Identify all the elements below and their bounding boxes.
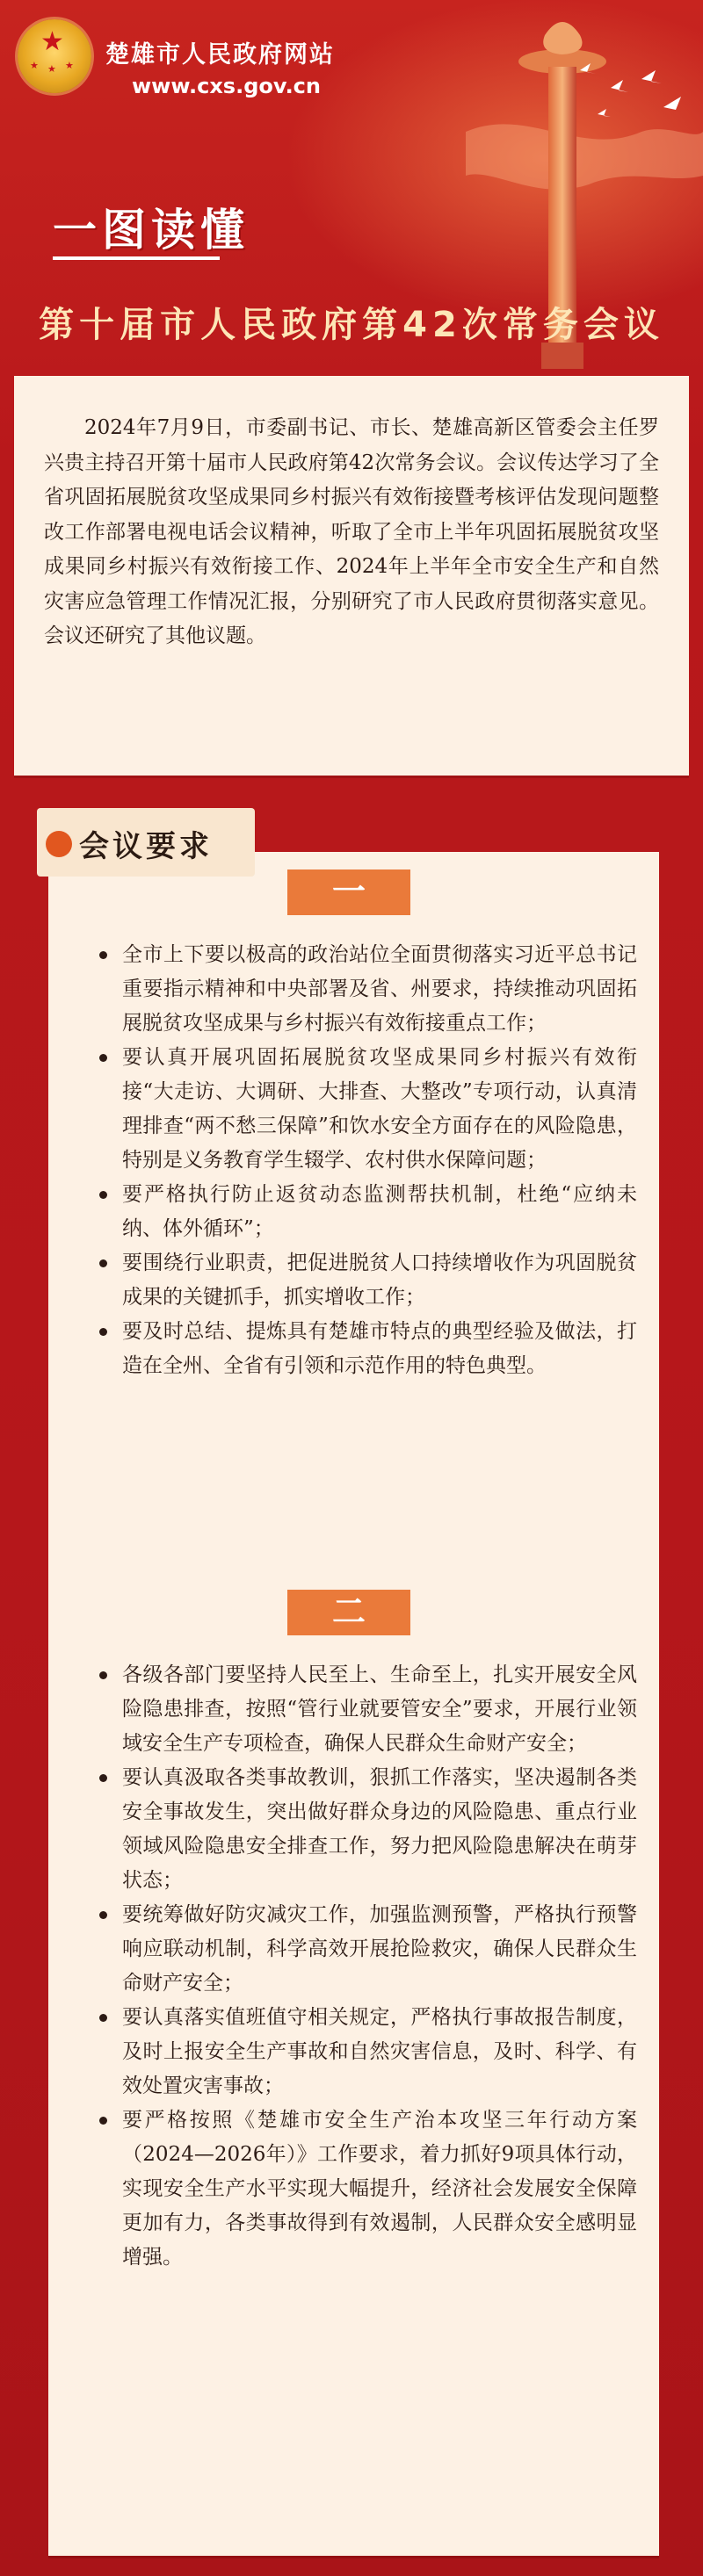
list-item: 要认真落实值班值守相关规定，严格执行事故报告制度，及时上报安全生产事故和自然灾害信息，及时、科学、有效处置灾害事故； (92, 2001, 637, 2103)
large-star-icon: ★ (40, 26, 64, 57)
list-item: 各级各部门要坚持人民至上、生命至上，扎实开展安全风险隐患排查，按照“管行业就要管安全”要求，开展行业领域安全生产专项检查，确保人民群众生命财产安全； (92, 1658, 637, 1761)
list-item: 要认真开展巩固拓展脱贫攻坚成果同乡村振兴有效衔接“大走访、大调研、大排查、大整改”专项行动，认真清理排查“两不愁三保障”和饮水安全方面存在的风险隐患，特别是义务教育学生辍学、农村供水保障问题； (92, 1041, 637, 1178)
list-item: 要统筹做好防灾减灾工作，加强监测预警，严格执行预警响应联动机制，科学高效开展抢险救灾，确保人民群众生命财产安全； (92, 1898, 637, 2001)
small-star-icon: ★ (65, 60, 74, 71)
list-item: 要严格执行防止返贫动态监测帮扶机制，杜绝“应纳未纳、体外循环”； (92, 1178, 637, 1246)
orange-dot-icon (46, 831, 72, 857)
list-item: 要及时总结、提炼具有楚雄市特点的典型经验及做法，打造在全州、全省有引领和示范作用的特色典型。 (92, 1315, 637, 1383)
part-one-list (92, 938, 637, 1383)
part-two-badge: 二 (287, 1590, 410, 1635)
site-url[interactable]: www.cxs.gov.cn (132, 74, 321, 98)
list-item: 全市上下要以极高的政治站位全面贯彻落实习近平总书记重要指示精神和中央部署及省、州要求，持续推动巩固拓展脱贫攻坚成果与乡村振兴有效衔接重点工作； (92, 938, 637, 1041)
small-star-icon: ★ (30, 60, 39, 71)
national-emblem-icon (18, 19, 91, 93)
section-title: 会议要求 (79, 829, 213, 864)
intro-text: 2024年7月9日，市委副书记、市长、楚雄高新区管委会主任罗兴贵主持召开第十届市人民政府第42次常务会议。会议传达学习了全省巩固拓展脱贫攻坚成果同乡村振兴有效衔接暨考核评估发现问题整改工作部署电视电话会议精神，听取了全市上半年巩固拓展脱贫攻坚成果同乡村振兴有效衔接工作、2024年上半年全市安全生产和自然灾害应急管理工作情况汇报，分别研究了市人民政府贯彻落实意见。会议还研究了其他议题。 (44, 416, 659, 647)
title-underline (53, 256, 220, 260)
part-one-badge: 一 (287, 869, 410, 915)
header (0, 0, 703, 369)
list-item: 要围绕行业职责，把促进脱贫人口持续增收作为巩固脱贫成果的关键抓手，抓实增收工作； (92, 1246, 637, 1315)
section-heading (37, 808, 255, 877)
site-name: 楚雄市人民政府网站 (105, 41, 335, 69)
part-two-list (92, 1658, 637, 2275)
intro-card (14, 376, 689, 776)
page-subtitle: 第十届市人民政府第42次常务会议 (39, 305, 664, 345)
doves-icon (562, 53, 694, 132)
small-star-icon: ★ (47, 63, 56, 75)
list-item: 要认真汲取各类事故教训，狠抓工作落实，坚决遏制各类安全事故发生，突出做好群众身边的风险隐患、重点行业领域风险隐患安全排查工作，努力把风险隐患解决在萌芽状态； (92, 1761, 637, 1898)
list-item: 要严格按照《楚雄市安全生产治本攻坚三年行动方案（2024—2026年）》工作要求，着力抓好9项具体行动，实现安全生产水平实现大幅提升，经济社会发展安全保障更加有力，各类事故得到有效遏制，人民群众安全感明显增强。 (92, 2103, 637, 2275)
page-title: 一图读懂 (53, 205, 250, 256)
